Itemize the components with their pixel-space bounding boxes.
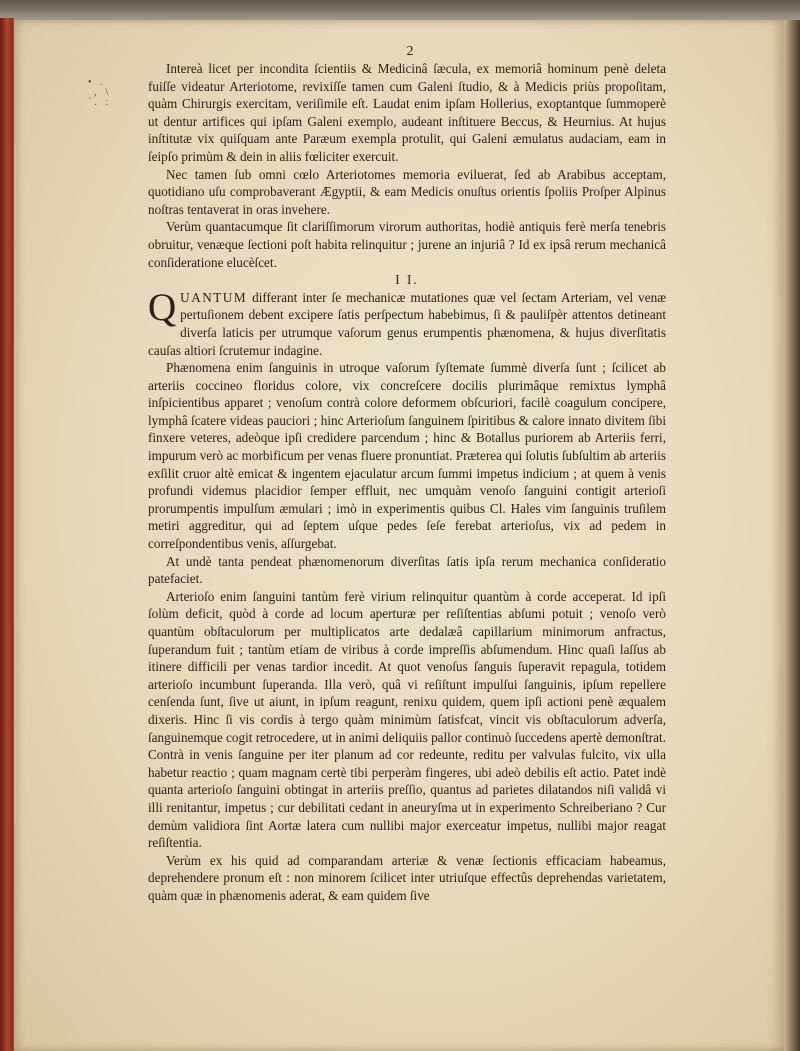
- paragraph: Nec tamen ſub omni cœlo Arteriotomes memoria eviluerat, ſed ab Arabibus acceptam, quotidiano uſu comprobaverant Ægyptii, & eam Medicis onuſtus orientis ſpoliis Proſper Alpinus noſtras tentaverat in oras invehere.: [148, 166, 666, 217]
- drop-cap-letter: Q: [148, 285, 177, 329]
- page-body-text: [148, 60, 666, 905]
- opening-text: differant inter ſe mechanicæ mutationes quæ vel ſectam Arteriam, vel venæ pertuſionem debent excipere ſatis perſpectum habebimus, ſi & pauliſpèr attentos detineant diverſa laticis per utrumque vaſorum genus erumpentis phænomena, & hujus diverſitatis cauſas altiori ſcrutemur indagine.: [148, 289, 666, 358]
- section-number: I I.: [395, 272, 419, 288]
- page-edge-shadow: [784, 20, 800, 1051]
- paragraph: Arterioſo enim ſanguini tantùm ferè virium relinquitur quantùm à corde acceperat. Id ipſi ſolùm deficit, quòd à corde ad locum aperturæ per reſiſtentias abſumi potuit ; venoſo verò quantùm obſtaculorum per multiplicatos arte dedalæâ capillarium minimorum anfractus, ſuperandum fuit ; tantùm etiam de viribus à corde impreſſis abſumendum. Hinc quaſi laſſus ab itinere difficili per venas tardior incedit. At quot venoſus ſanguis ſuperavit repagula, totidem arterioſo incumbunt ſuperanda. Illa verò, quâ vi reſiſtunt impulſui ſanguinis, ipſum repellere cenſenda ſunt, ſive ut aiunt, in ipſum reagunt, renixu quidem, quem ipſi actioni penè æqualem dixeris. Hinc ſi vis cordis à tergo quàm minimùm ſatisfcat, vincit vis obſtaculorum adverſa, ſanguinemque cogit retrocedere, ut in animi deliquiis pallor continuò ſuccedens apertè demonſtrat. Contrà in venis ſanguine per iter planum ad cor redeunte, reditu per valvulas fulcito, vix ulla habetur reactio ; quam magnam certè tibi perperàm fingeres, ubi adeò debilis eſt actio. Patet indè quanta arterioſo ſanguini obtingat in arteriis preſſio, quantus ad parietes dilatandos niſi validâ vi illi renitantur, impetus ; cur debilitati cedant in aneuryſma ut in experimento Schreiberiano ? Cur demùm validiora ſint Aortæ latera cum nullibi major exerceatur impetus, nullibi major reagat reſiſtentia.: [148, 588, 666, 851]
- paragraph: At undè tanta pendeat phænomenorum diverſitas ſatis ipſa rerum mechanica conſideratio patefaciet.: [148, 553, 666, 587]
- paragraph: Intereà licet per incondita ſcientiis & Medicinâ ſæcula, ex memoriâ hominum penè deleta fuiſſe videatur Arteriotome, revixiſſe tamen cum Galeni ſtudio, & à Medicis priùs propoſitam, quàm Chirurgis exercitam, veriſimile eſt. Laudat enim ipſam Hollerius, exoptantque ſummoperè ut dentur artifices qui ipſam Galeni exemplo, audeant inſtituere Beccus, & Heurnius. At hujus inſtitutæ vix quiſquam ante Paræum exempla protulit, qui Galeni æmulatus audaciam, eam in ſeipſo primùm & dein in aliis fœliciter exercuit.: [148, 61, 666, 164]
- opening-word: UANTUM: [180, 289, 248, 305]
- scan-top-margin: [0, 0, 800, 22]
- paragraph: Phænomena enim ſanguinis in utroque vaſorum ſyſtemate ſummè diverſa ſunt ; ſcilicet ab arteriis coccineo floridus colore, vix concreſcere docilis plurimâque remixtus lymphâ inſpicientibus apparet ; venoſum contrà colore deformem obſcuriori, facilè coagulum concipere, lymphâ ſcatere videas pauciori ; hinc Arterioſum ſanguinem ſpiritibus & calore innato divitem ſibi finxere veteres, adeòque ipſi credidere parcendum ; hinc & Botallus puriorem ab Arteriis ferri, impurum verò ac morbificum per venas fluere pronuntiat. Præterea qui ſolutis ſubſultim ab arteriis exſilit cruor altè emicat & ingentem ejaculatur arcum ſummi impetus indicium ; at quem à venis profundi videmus placidior ſemper effluit, nec umquàm venoſo ſanguini contigit arterioſi prorumpentis impulſum æmulari ; imò in experimentis quibus Cl. Hales vim ſanguinis truſilem metiri aggreditur, qui ad ſeptem uſque pedes ſeſe ferebat arterioſus, vix ad pedem in correſpondentibus venis, aſſurgebat.: [148, 360, 666, 552]
- ink-stain-marks: • . ‚ \ `. :: [88, 77, 112, 108]
- page-number: 2: [406, 44, 414, 59]
- section-opening-paragraph: [148, 285, 666, 359]
- paragraph: Verùm ex his quid ad comparandam arteriæ & venæ ſectionis efficaciam habeamus, deprehendere pronum eſt : non minorem ſcilicet inter utriuſque effectûs deprehendas varietatem, quàm quæ in phænomenis aderat, & eam quidem ſive: [148, 852, 666, 903]
- paragraph: Verùm quantacumque ſit clariſſimorum virorum authoritas, hodiè antiquis ferè merſa tenebris obruitur, venæque ſectioni poſt habita relinquitur ; jurene an injuriâ ? Id ex ipsâ rerum mechanicâ conſideratione elucèſcet.: [148, 219, 666, 270]
